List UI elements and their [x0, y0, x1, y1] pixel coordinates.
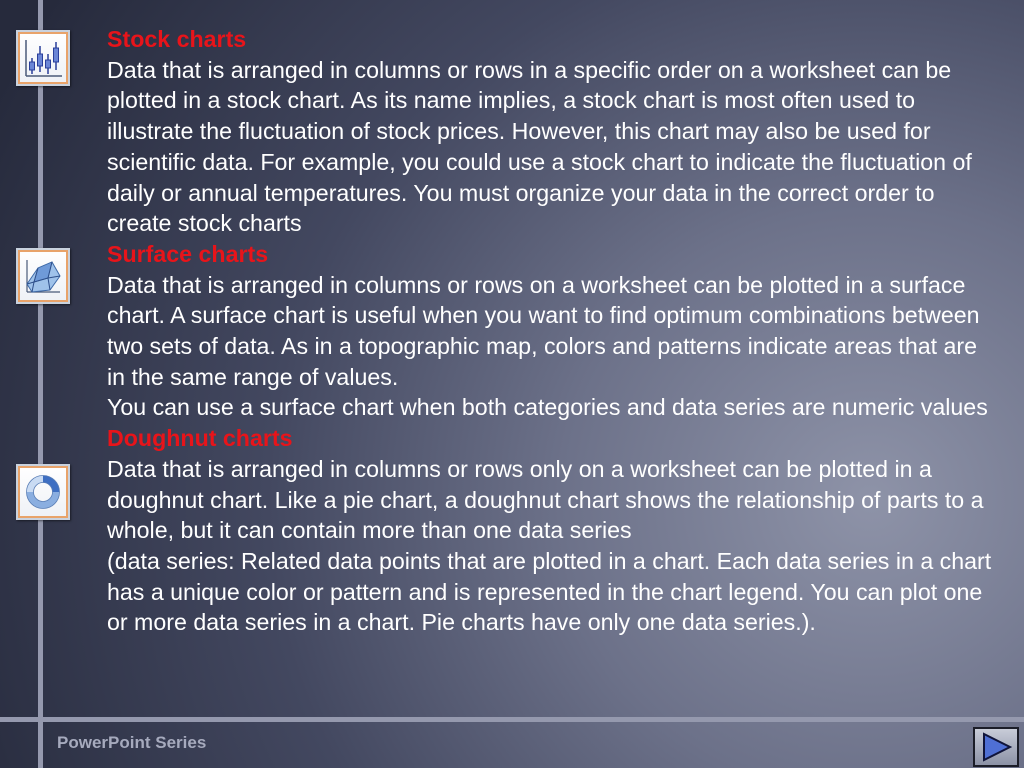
doughnut-chart-icon: [16, 464, 70, 520]
section-heading: Doughnut charts: [107, 425, 293, 452]
next-slide-button[interactable]: [973, 727, 1019, 767]
slide-content: [107, 24, 997, 638]
section-surface: [107, 239, 997, 423]
section-heading: Surface charts: [107, 240, 269, 267]
section-paragraph: Data that is arranged in columns or rows on a worksheet can be plotted in a surface chart. A surface chart is useful when you want to find optimum combinations between two sets of data. As in a topographic map, colors and patterns indicate areas that are in the same range of values.: [107, 271, 980, 390]
section-paragraph: Data that is arranged in columns or rows in a specific order on a worksheet can be plotted in a stock chart. As its name implies, a stock chart is most often used to illustrate the fluctuation of stock prices. However, this chart may also be used for scientific data. For example, you could use a stock chart to indicate the fluctuation of daily or annual temperatures. You must organize your data in the correct order to create stock charts: [107, 56, 972, 237]
section-paragraph: (data series: Related data points that are plotted in a chart. Each data series in a chart has a unique color or pattern and is represented in the chart legend. You can plot one or more data series in a chart. Pie charts have only one data series.).: [107, 547, 992, 636]
section-doughnut: [107, 423, 997, 638]
surface-chart-icon: [16, 248, 70, 304]
footer-label: PowerPoint Series: [57, 733, 207, 752]
vertical-divider: [38, 0, 43, 768]
play-next-icon: [978, 731, 1014, 763]
section-stock: [107, 24, 997, 239]
section-paragraph: Data that is arranged in columns or rows only on a worksheet can be plotted in a doughnut chart. Like a pie chart, a doughnut chart shows the relationship of parts to a whole, but it can contain more than one data series: [107, 455, 984, 544]
horizontal-divider: [0, 717, 1024, 722]
stock-chart-icon: [16, 30, 70, 86]
section-paragraph: You can use a surface chart when both categories and data series are numeric values: [107, 394, 988, 421]
section-heading: Stock charts: [107, 26, 247, 52]
